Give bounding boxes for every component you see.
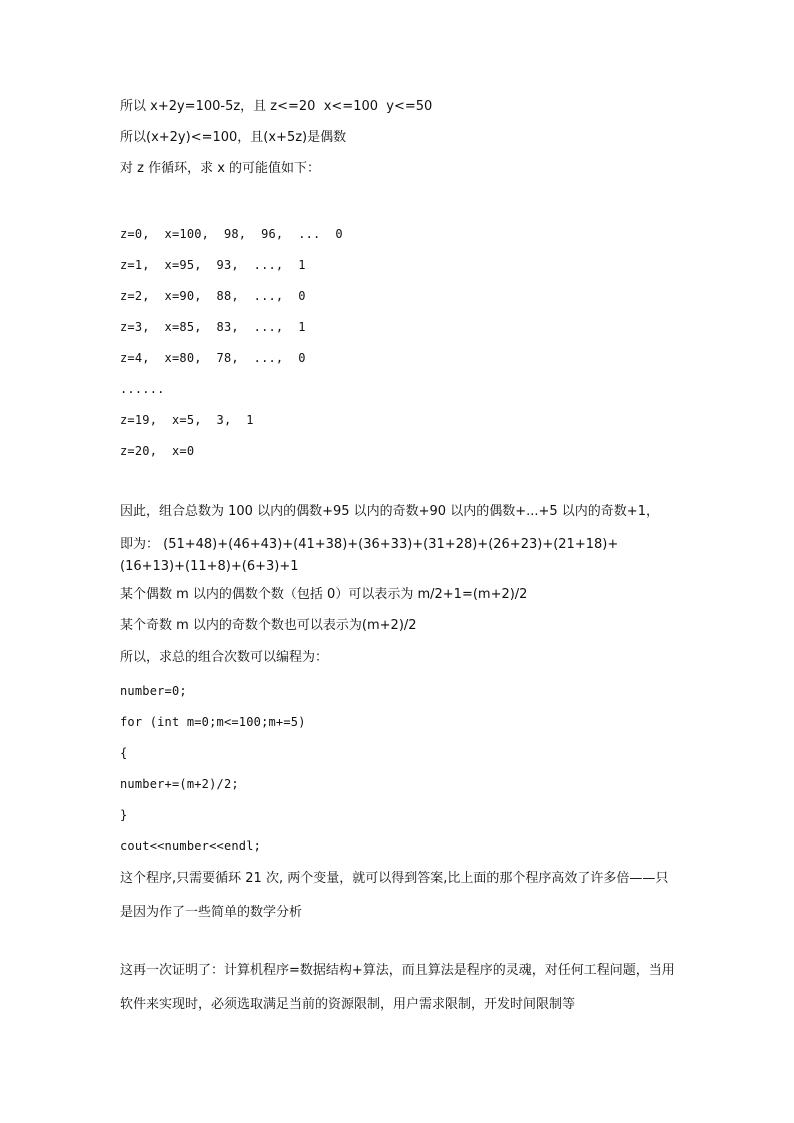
table-row: ...... xyxy=(120,382,165,396)
explanation-line-1: 因此，组合总数为 100 以内的偶数+95 以内的奇数+90 以内的偶数+...+5 以内的奇数+1， xyxy=(120,504,659,519)
table-row: z=1, x=95, 93, ..., 1 xyxy=(120,258,306,272)
conclusion-paragraph-2: 这再一次证明了：计算机程序=数据结构+算法，而且算法是程序的灵魂，对任何工程问题，当用软件来实现时，必须选取满足当前的资源限制，用户需求限制，开发时间限制等 xyxy=(120,963,675,1012)
table-row: z=3, x=85, 83, ..., 1 xyxy=(120,320,306,334)
code-line: } xyxy=(120,808,128,822)
explanation-line-4: 所以，求总的组合次数可以编程为： xyxy=(120,650,329,665)
table-row: z=0, x=100, 98, 96, ... 0 xyxy=(120,227,343,241)
table-row: z=2, x=90, 88, ..., 0 xyxy=(120,289,306,303)
sum-formula: 即为： (51+48)+(46+43)+(41+38)+(36+33)+(31+28)+(26+23)+(21+18)+(16+13)+(11+8)+(6+3)+1 xyxy=(120,537,619,574)
code-line: for (int m=0;m<=100;m+=5) xyxy=(120,715,306,729)
code-line: number+=(m+2)/2; xyxy=(120,777,239,791)
table-row: z=4, x=80, 78, ..., 0 xyxy=(120,351,306,365)
conclusion-paragraph-1: 这个程序,只需要循环 21 次, 两个变量，就可以得到答案,比上面的那个程序高效了许多倍——只是因为作了一些简单的数学分析 xyxy=(120,871,669,920)
text-line-3: 对 z 作循环，求 x 的可能值如下： xyxy=(120,161,321,176)
text-line-2: 所以(x+2y)<=100，且(x+5z)是偶数 xyxy=(120,130,347,145)
text-line-1: 所以 x+2y=100-5z，且 z<=20 x<=100 y<=50 xyxy=(120,99,433,114)
table-row: z=19, x=5, 3, 1 xyxy=(120,413,254,427)
explanation-line-3: 某个奇数 m 以内的奇数个数也可以表示为(m+2)/2 xyxy=(120,618,417,633)
explanation-line-2: 某个偶数 m 以内的偶数个数（包括 0）可以表示为 m/2+1=(m+2)/2 xyxy=(120,587,528,602)
code-line: { xyxy=(120,746,128,760)
code-line: cout<<number<<endl; xyxy=(120,839,262,853)
code-line: number=0; xyxy=(120,684,187,698)
table-row: z=20, x=0 xyxy=(120,444,195,458)
